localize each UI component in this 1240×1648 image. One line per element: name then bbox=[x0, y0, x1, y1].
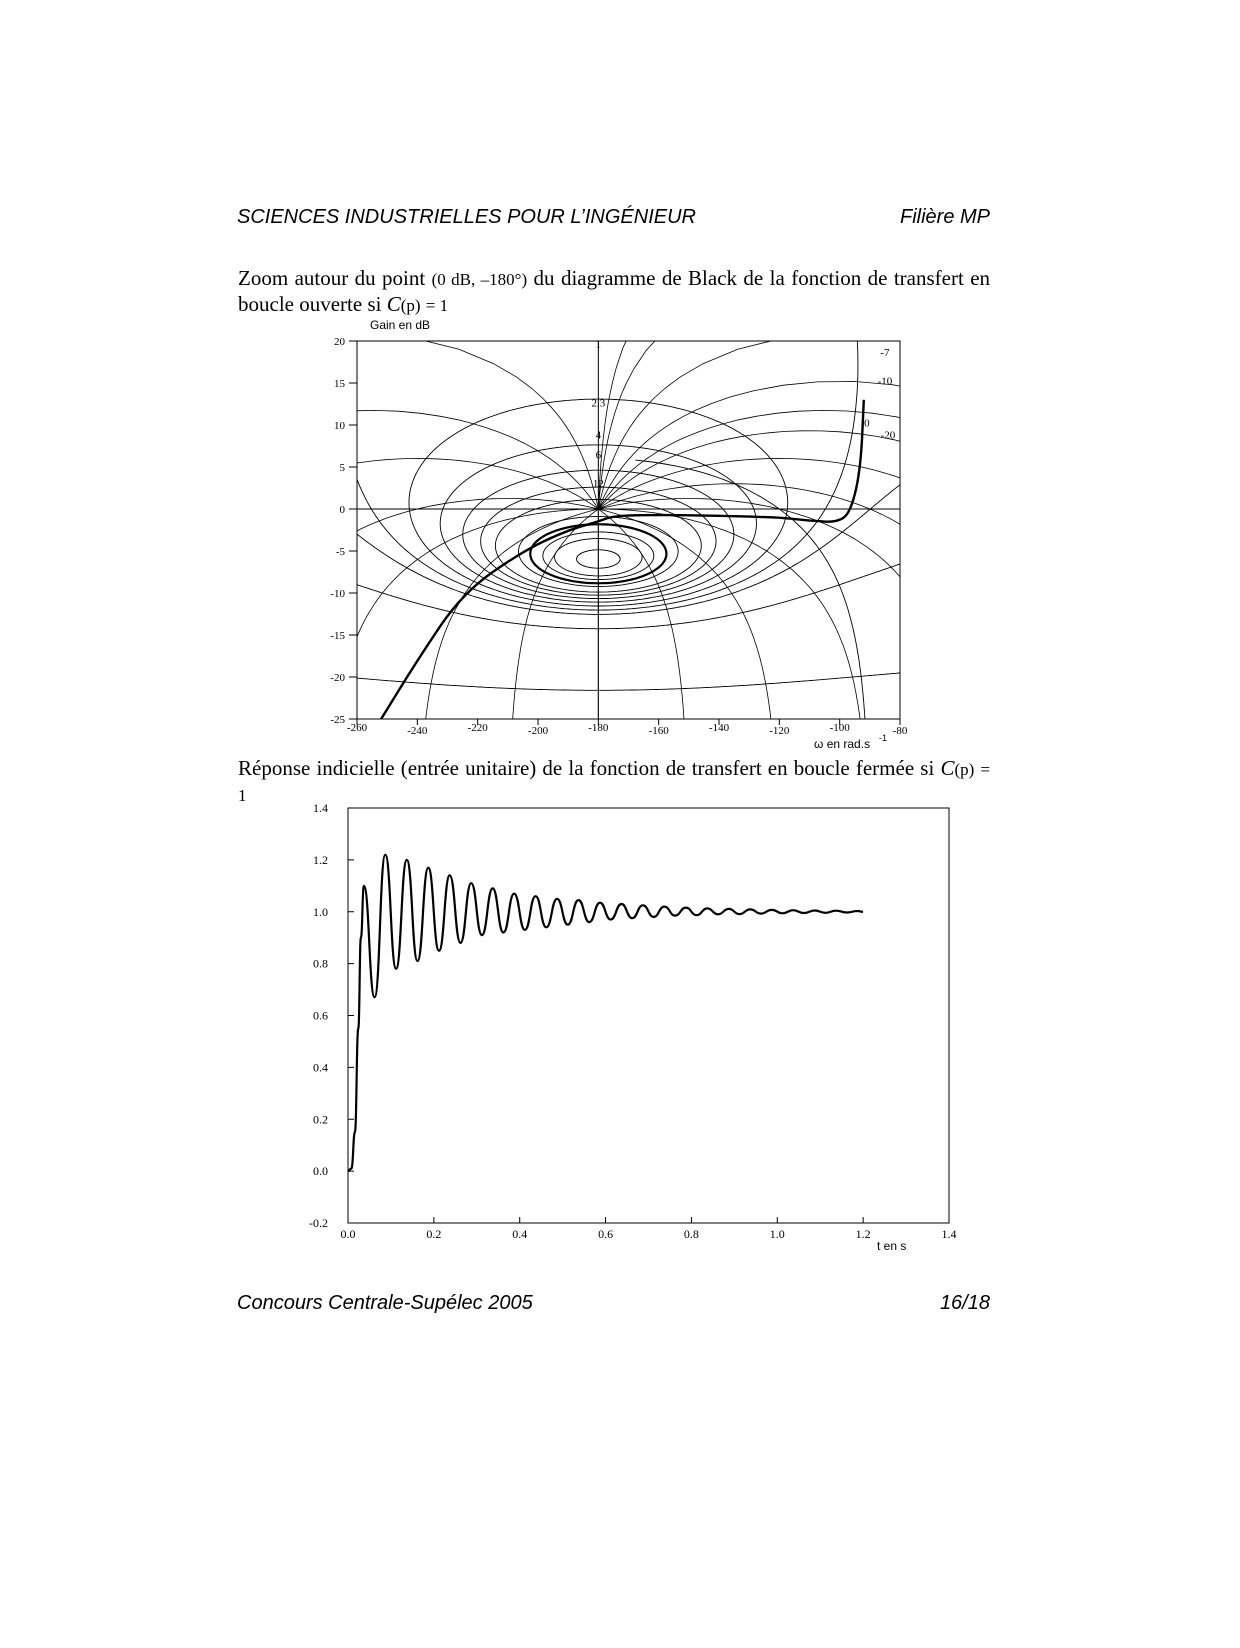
page-footer-right: 16/18 bbox=[939, 1292, 990, 1314]
step-y-tick-label: 0.6 bbox=[313, 1008, 328, 1023]
step-plot-frame bbox=[348, 808, 949, 1223]
step-y-tick-label: 1.2 bbox=[313, 852, 328, 867]
para2-cp: C bbox=[940, 756, 955, 780]
black-contour-label: -7 bbox=[880, 347, 890, 360]
step-y-tick-label: 1.4 bbox=[313, 801, 328, 815]
para1-point: (0 dB, –180°) bbox=[431, 270, 528, 289]
step-y-tick-label: 0.8 bbox=[313, 956, 328, 971]
step-y-tick-label: 0.0 bbox=[313, 1164, 328, 1179]
black-phase-contour bbox=[146, 458, 599, 790]
para1-cp: C bbox=[386, 292, 401, 316]
black-diagram-chart bbox=[0, 320, 1240, 790]
step-x-tick-label: 1.2 bbox=[855, 1227, 871, 1241]
black-x-axis-label: ω en rad.s bbox=[814, 737, 871, 751]
black-contour-label: 4 bbox=[595, 429, 602, 442]
black-phase-contour bbox=[327, 509, 599, 790]
page-header-left: SCIENCES INDUSTRIELLES POUR L’INGÉNIEUR bbox=[237, 206, 696, 228]
para1-text-b: du diagramme de Black de la fonction de transfert en boucle ouverte si bbox=[238, 266, 991, 316]
black-phase-contour bbox=[595, 331, 1126, 790]
black-phase-contour bbox=[595, 382, 1111, 791]
black-contour bbox=[58, 520, 1142, 629]
black-y-tick-label: 5 bbox=[339, 462, 345, 474]
step-response-chart bbox=[0, 800, 1240, 1260]
black-y-tick-label: -5 bbox=[335, 546, 345, 558]
black-x-tick-label: -200 bbox=[527, 725, 549, 737]
step-x-tick-label: 0.2 bbox=[426, 1227, 442, 1241]
black-phase-contour bbox=[598, 509, 689, 790]
black-y-tick-label: -15 bbox=[330, 630, 345, 642]
black-x-tick-label: -120 bbox=[769, 725, 790, 737]
para2-text-a: Réponse indicielle (entrée unitaire) de la fonction de transfert en boucle fermée si bbox=[238, 756, 935, 780]
step-y-tick-label: 1.0 bbox=[313, 904, 328, 919]
black-plot-frame bbox=[357, 338, 900, 719]
para1-p: (p) bbox=[400, 296, 421, 315]
step-x-tick-label: 0.0 bbox=[340, 1227, 356, 1241]
black-x-axis-label-sup: -1 bbox=[879, 733, 888, 743]
black-phase-contour bbox=[508, 509, 599, 790]
step-y-tick-label: 0.4 bbox=[313, 1060, 328, 1075]
black-x-tick-label: -180 bbox=[588, 722, 609, 734]
step-y-tick-label: 0.2 bbox=[313, 1112, 328, 1127]
para2-eq: = 1 bbox=[238, 760, 991, 805]
step-x-tick-label: 0.6 bbox=[598, 1227, 614, 1241]
black-phase-contour bbox=[417, 509, 598, 790]
black-y-tick-label: -10 bbox=[330, 588, 345, 600]
black-y-tick-label: -25 bbox=[330, 714, 345, 726]
para1-eq: = 1 bbox=[425, 296, 449, 315]
black-phase-contour bbox=[598, 484, 1005, 790]
black-y-axis-label: Gain en dB bbox=[370, 320, 431, 332]
step-x-tick-label: 0.4 bbox=[512, 1227, 528, 1241]
black-x-tick-label: -260 bbox=[346, 722, 368, 734]
black-y-tick-label: 15 bbox=[334, 378, 345, 390]
black-y-tick-label: -20 bbox=[330, 672, 345, 684]
paragraph-black-diagram bbox=[238, 266, 990, 318]
black-contour-label: 0 bbox=[864, 417, 870, 430]
black-x-tick-label: -100 bbox=[829, 722, 850, 734]
step-x-tick-label: 1.4 bbox=[941, 1227, 957, 1241]
step-y-tick-label: -0.2 bbox=[309, 1216, 328, 1230]
black-contour-label: -20 bbox=[880, 429, 896, 442]
black-y-tick-label: 10 bbox=[334, 420, 345, 432]
black-phase-contour bbox=[598, 499, 960, 791]
black-y-tick-label: 0 bbox=[339, 504, 345, 516]
para2-p: (p) bbox=[954, 760, 975, 779]
black-x-tick-label: -80 bbox=[892, 725, 908, 737]
black-x-tick-label: -240 bbox=[407, 725, 428, 737]
step-x-tick-label: 0.8 bbox=[683, 1227, 699, 1241]
black-contour-label: 2.3 bbox=[591, 397, 606, 410]
step-x-tick-label: 1.0 bbox=[769, 1227, 785, 1241]
black-contour-label: 6 bbox=[595, 449, 602, 462]
page-footer-left: Concours Centrale-Supélec 2005 bbox=[237, 1292, 533, 1314]
black-contour-label: -10 bbox=[877, 375, 893, 388]
black-contour-label: 12 bbox=[592, 478, 604, 491]
black-y-tick-label: 20 bbox=[334, 336, 345, 348]
page-header-right: Filière MP bbox=[899, 206, 990, 228]
black-contour bbox=[57, 661, 1141, 691]
para1-text-a: Zoom autour du point bbox=[238, 266, 426, 290]
black-x-tick-label: -140 bbox=[708, 722, 730, 734]
black-phase-contour bbox=[598, 509, 779, 790]
black-x-tick-label: -220 bbox=[467, 722, 488, 734]
step-x-axis-label: t en s bbox=[877, 1239, 907, 1253]
black-x-tick-label: -160 bbox=[648, 725, 669, 737]
step-response-curve bbox=[348, 855, 863, 1171]
black-contour-label: 1 bbox=[595, 338, 602, 351]
black-open-loop-curve bbox=[381, 397, 864, 719]
